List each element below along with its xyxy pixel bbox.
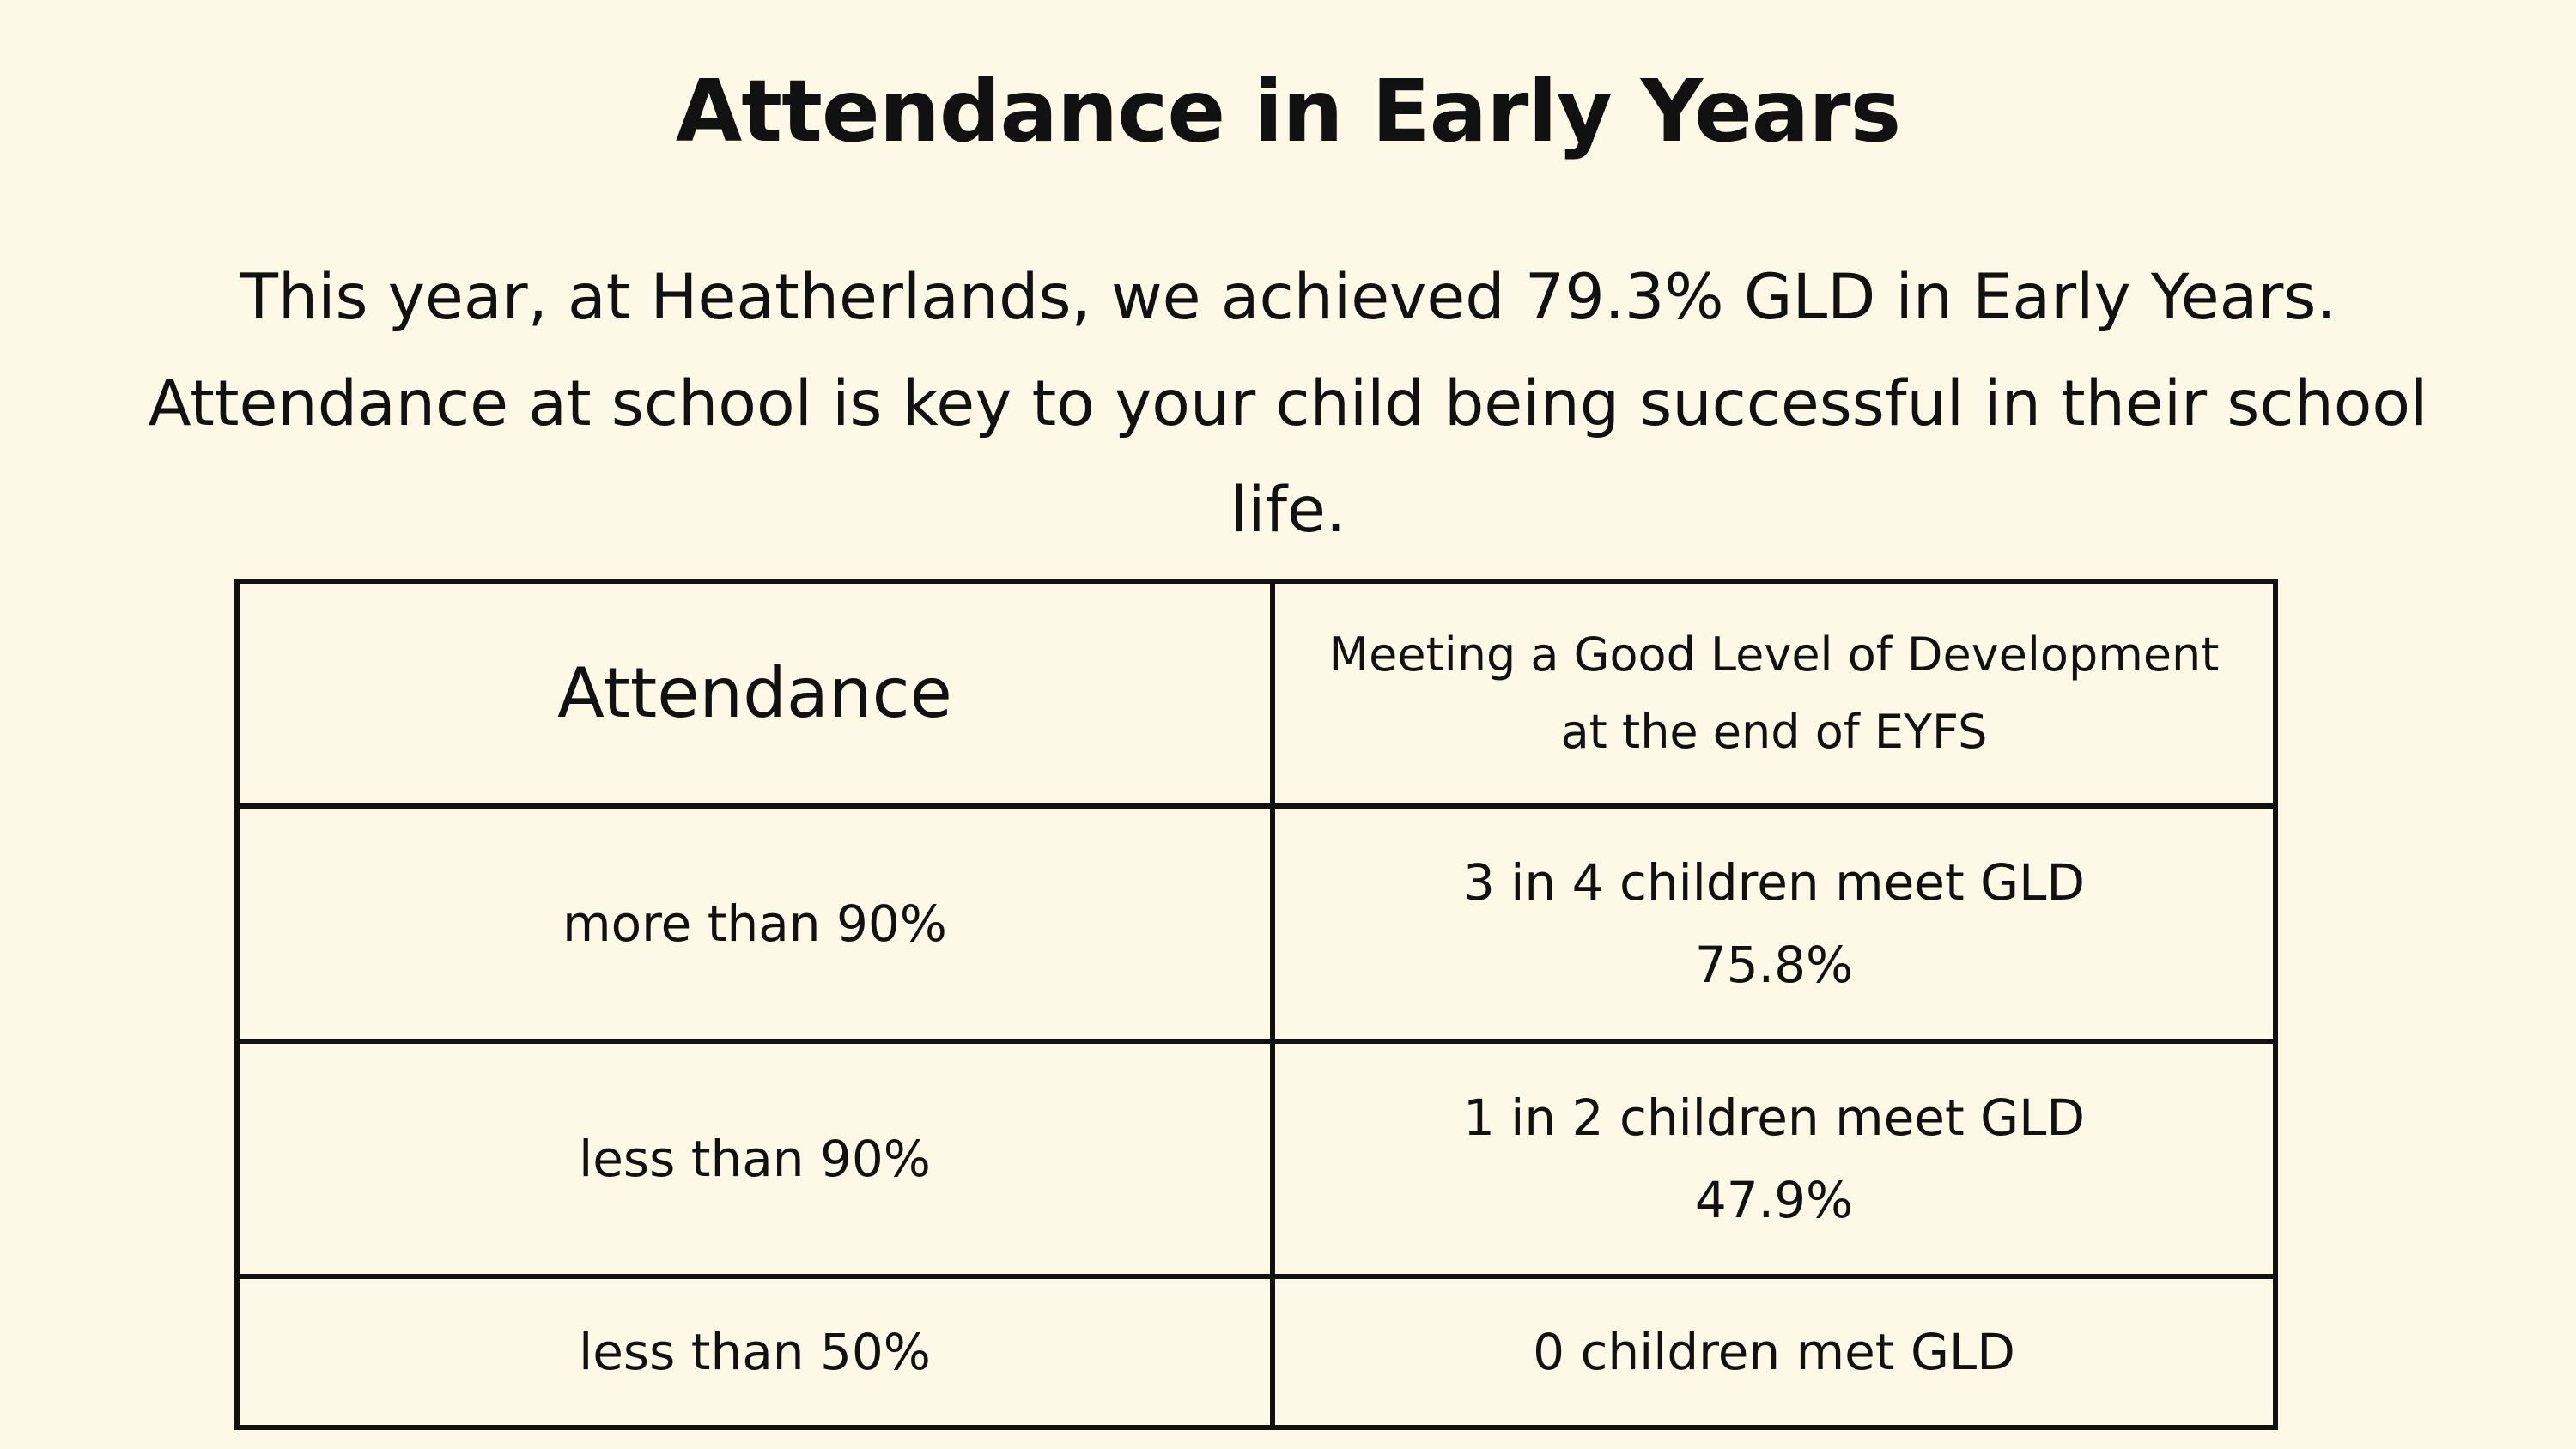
intro-paragraph bbox=[34, 245, 2542, 564]
gld-text: 0 children met GLD bbox=[1533, 1323, 2015, 1381]
attendance-cell: less than 90% bbox=[237, 1041, 1273, 1276]
table-row bbox=[237, 1041, 2275, 1276]
table-row bbox=[237, 806, 2275, 1041]
gld-text: 1 in 2 children meet GLD bbox=[1462, 1088, 2086, 1147]
gld-cell bbox=[1273, 1041, 2275, 1276]
gld-text: 3 in 4 children meet GLD bbox=[1462, 853, 2086, 912]
header-gld-line: Meeting a Good Level of Development bbox=[1328, 627, 2220, 682]
table-row bbox=[237, 1276, 2275, 1428]
gld-cell bbox=[1273, 1276, 2275, 1428]
gld-percent: 75.8% bbox=[1694, 936, 1854, 994]
header-attendance: Attendance bbox=[237, 581, 1273, 806]
attendance-gld-table bbox=[234, 579, 2278, 1430]
attendance-cell: less than 50% bbox=[237, 1276, 1273, 1428]
header-gld bbox=[1273, 581, 2275, 806]
intro-line: Attendance at school is key to your child being successful in their school bbox=[148, 367, 2428, 440]
page-title: Attendance in Early Years bbox=[675, 61, 1901, 161]
attendance-cell: more than 90% bbox=[237, 806, 1273, 1041]
intro-line: This year, at Heatherlands, we achieved 79.3% GLD in Early Years. bbox=[240, 261, 2336, 334]
gld-percent: 47.9% bbox=[1694, 1171, 1854, 1229]
intro-line: life. bbox=[1230, 474, 1346, 547]
gld-cell bbox=[1273, 806, 2275, 1041]
header-gld-line: at the end of EYFS bbox=[1560, 705, 1988, 759]
table-header-row bbox=[237, 581, 2275, 806]
